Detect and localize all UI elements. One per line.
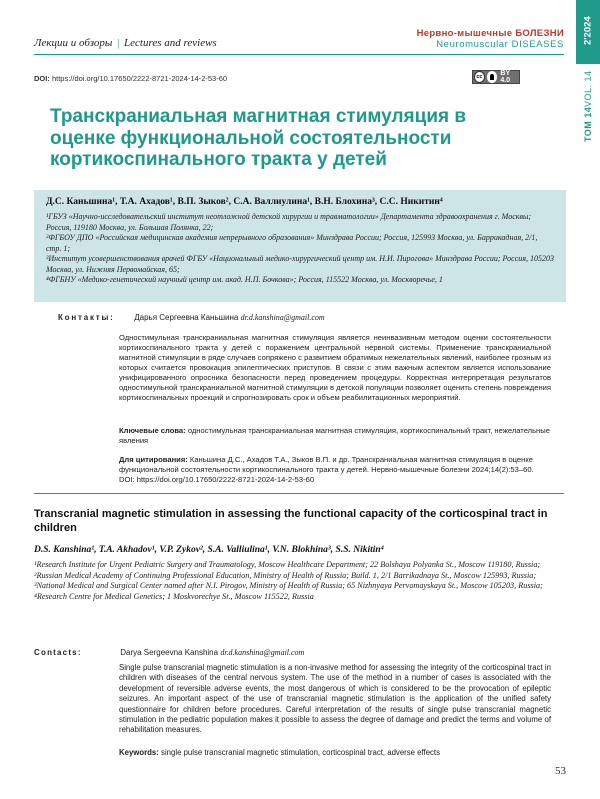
license-text: BY 4.0 [500, 70, 511, 84]
abstract-ru: Одностимульная транскраниальная магнитная стимуляция является неинвазивным методом оценки состоятельности кортикоспинального тракта у детей с поражением центральной нервной системы. Применение транскраниальной магнитной стимуляции в ряде случаев сопряжено с развитием обратимых нежелательных явлений, наиболее грозным из которых считается провокация эпилептических приступов. В связи с этим важным аспектом является использование унифицированного опросника безопасности перед проведением процедуры. Корректная интерпретация результатов одностимульной транскраниальной магнитной стимуляции в детской популяции позволяет оценить степень повреждения кортикоспинальных проекций и спрогнозировать срок и объем реабилитационных мероприятий. [119, 333, 551, 402]
keywords-en-text: single pulse transcranial magnetic stimulation, corticospinal tract, adverse effects [161, 748, 440, 757]
doi-label: DOI: [34, 74, 50, 83]
citation-ru-text: Каньшина Д.С., Ахадов Т.А., Зыков В.П. и др. Транскраниальная магнитная стимуляция в оценке функциональной состоятельности кортикоспинального тракта у детей. Нервно-мышечные болезни 2024;14(2):53–60. DOI: https://doi.org/10.17650/2222-8721-2024-14-2-53-60 [119, 455, 534, 484]
contacts-ru-name: Дарья Сергеевна Каньшина [134, 313, 239, 322]
contacts-ru-label: Контакты: [58, 313, 115, 322]
contacts-ru [58, 313, 325, 322]
affiliation-ru-4: ⁴ФГБНУ «Медико-генетический научный центр им. акад. Н.П. Бочкова»; Россия, 115522 Москва, ул. Москворечье, 1 [46, 275, 443, 284]
affiliation-ru-3: ³Институт усовершенствования врачей ФГБУ «Национальный медико-хирургический центр им. Н.И. Пирогова» Минздрава России; Россия, 105203 Москва, ул. Нижняя Первомайская, 65; [46, 254, 554, 274]
journal-ru [417, 28, 564, 39]
citation-ru-label: Для цитирования: [119, 455, 188, 464]
doi [34, 74, 227, 83]
section-divider [34, 493, 564, 494]
cc-license-badge[interactable] [472, 70, 520, 84]
citation-ru [119, 455, 551, 485]
section-en: Lectures and reviews [124, 37, 217, 49]
keywords-ru [119, 426, 551, 446]
journal-en [417, 39, 564, 50]
cc-icon: cc [474, 71, 485, 83]
authors-box [34, 190, 566, 302]
section-heading [34, 37, 217, 49]
journal-en-emph: DISEASES [511, 39, 564, 50]
section-ru: Лекции и обзоры [34, 37, 113, 49]
affiliation-ru-1: ¹ГБУЗ «Научно-исследовательский институт неотложной детской хирургии и травматологии» Департамента здравоохранения г. Москвы; Россия, 119180 Москва, ул. Большая Полянка, 22; [46, 212, 532, 232]
authors-ru: Д.С. Каньшина¹, Т.А. Ахадов¹, В.П. Зыков², С.А. Валлиулина¹, В.Н. Блохина³, С.С. Никитин⁴ [46, 197, 443, 207]
abstract-en: Single pulse transcranial magnetic stimulation is a non-invasive method for assessing the integrity of the corticospinal tract in children with diseases of the central nervous system. The use of the method in a number of cases is associated with the development of reversible adverse events, the most dangerous of which is considered to be the provocation of epileptic seizures. An important aspect of the use of transcranial magnetic stimulation is the application of the unified safety questionnaire for children before procedures. Careful interpretation of the results of single pulse transcranial magnetic stimulation in the pediatric population makes it possible to assess the degree of damage and predict the terms and volume of rehabilitation measures. [119, 663, 551, 735]
article-title-ru: Транскраниальная магнитная стимуляция в оценке функциональной состоятельности кортикоспинального тракта у детей [50, 106, 467, 170]
contacts-ru-email[interactable]: dr.d.kanshina@gmail.com [240, 313, 325, 322]
affiliation-ru-2: ²ФГБОУ ДПО «Российская медицинская академия непрерывного образования» Минздрава России; Россия, 125993 Москва, ул. Баррикадная, 2/1, стр. 1; [46, 233, 538, 253]
header-divider [34, 54, 564, 55]
journal-ru-emph: БОЛЕЗНИ [515, 28, 564, 39]
affiliation-en-4: ⁴Research Centre for Medical Genetics; 1 Moskvorechye St., Moscow 115522, Russia [34, 591, 314, 601]
contacts-en [34, 648, 304, 657]
keywords-ru-label: Ключевые слова: [119, 426, 186, 435]
affiliation-en-2: ²Russian Medical Academy of Continuing Professional Education, Ministry of Health of Russia; Build. 1, 2/1 Barrikadnaya St., Moscow 125993, Russia; [34, 570, 537, 580]
article-title-en: Transcranial magnetic stimulation in assessing the functional capacity of the corticospinal tract in children [34, 508, 548, 534]
page-number: 53 [555, 765, 566, 777]
section-separator: | [117, 37, 120, 49]
issue-label: 2'2024 [582, 16, 594, 46]
journal-name [417, 28, 564, 50]
volume-label [578, 68, 598, 148]
affiliation-en-1: ¹Research Institute for Urgent Pediatric Surgery and Traumatology, Moscow Healthcare Department; 22 Bolshaya Polyanka St., Moscow 119180, Russia; [34, 560, 541, 569]
authors-en: D.S. Kanshina¹, T.A. Akhadov¹, V.P. Zykov², S.A. Valliulina¹, V.N. Blokhina³, S.S. Nikitin⁴ [34, 545, 384, 555]
keywords-en [119, 748, 551, 757]
journal-en-prefix: Neuromuscular [436, 39, 512, 50]
keywords-ru-text: одностимульная транскраниальная магнитная стимуляция, кортикоспинальный тракт, нежелательные явления [119, 426, 550, 445]
tom-label: ТОМ 14 [583, 106, 593, 142]
contacts-en-label: Contacts: [34, 648, 82, 657]
journal-ru-prefix: Нервно-мышечные [416, 28, 516, 39]
person-icon [487, 71, 498, 83]
contacts-en-email[interactable]: dr.d.kanshina@gmail.com [220, 648, 305, 657]
affiliations-en [34, 560, 544, 602]
side-tab [576, 0, 600, 799]
contacts-en-name: Darya Sergeevna Kanshina [120, 648, 219, 657]
vol-label: VOL. 14 [583, 70, 593, 107]
keywords-en-label: Keywords: [119, 748, 159, 757]
affiliation-en-3: ³National Medical and Surgical Center named after N.I. Pirogov, Ministry of Health of Russia; 65 Nizhnyaya Pervomayskaya St., Moscow 105203, Russia; [34, 581, 543, 591]
doi-link[interactable]: https://doi.org/10.17650/2222-8721-2024-14-2-53-60 [51, 74, 228, 83]
